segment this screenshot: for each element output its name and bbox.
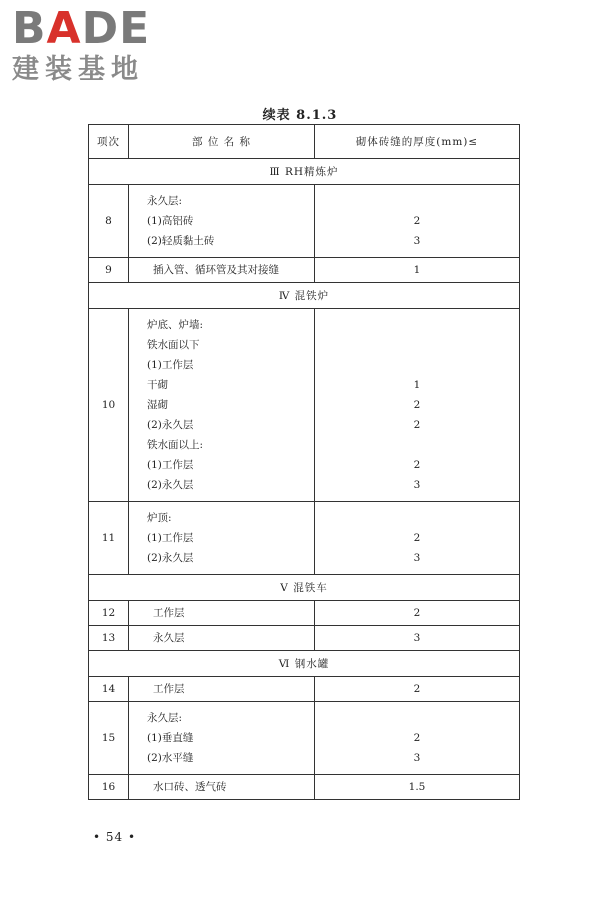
header-joint-thickness: 砌体砖缝的厚度(mm)≤ <box>315 125 520 159</box>
part-name-cell <box>129 185 315 258</box>
section-row <box>89 575 520 601</box>
thickness-value: 2 <box>413 459 421 471</box>
logo-chinese-name: 建装基地 <box>12 54 144 85</box>
part-name-line: (2)轻质黏土砖 <box>147 235 215 247</box>
thickness-value <box>321 355 513 375</box>
thickness-value: 1.5 <box>408 781 426 793</box>
thickness-value: 3 <box>413 235 421 247</box>
thickness-value <box>321 508 513 528</box>
thickness-cell <box>315 601 520 626</box>
thickness-cell <box>315 677 520 702</box>
table-row <box>89 702 520 775</box>
thickness-cell <box>315 258 520 283</box>
thickness-value: 3 <box>413 752 421 764</box>
thickness-value <box>321 435 513 455</box>
part-name-cell <box>129 775 315 800</box>
thickness-value: 2 <box>413 732 421 744</box>
part-name-line: 炉顶: <box>147 512 172 524</box>
thickness-cell <box>315 502 520 575</box>
masonry-joint-table <box>88 124 520 800</box>
item-number: 16 <box>89 775 129 800</box>
section-row <box>89 651 520 677</box>
page-number: • 54 • <box>93 830 137 844</box>
thickness-value: 2 <box>413 399 421 411</box>
thickness-cell <box>315 309 520 502</box>
item-number: 12 <box>89 601 129 626</box>
thickness-cell <box>315 702 520 775</box>
section-title: Ⅵ 钢水罐 <box>89 651 520 677</box>
part-name-line: (1)工作层 <box>147 359 194 371</box>
header-part-name: 部 位 名 称 <box>129 125 315 159</box>
part-name-cell <box>129 626 315 651</box>
table-row <box>89 309 520 502</box>
part-name-line: (1)工作层 <box>147 532 194 544</box>
part-name-line: (2)水平缝 <box>147 752 194 764</box>
thickness-value: 2 <box>413 419 421 431</box>
part-name-line: 铁水面以上: <box>147 439 204 451</box>
part-name-line: (2)永久层 <box>147 552 194 564</box>
thickness-value: 1 <box>413 264 421 276</box>
section-title: Ⅳ 混铁炉 <box>89 283 520 309</box>
part-name-line: 水口砖、透气砖 <box>153 781 227 793</box>
section-title: Ⅲ RH精炼炉 <box>89 159 520 185</box>
thickness-cell <box>315 775 520 800</box>
thickness-value <box>321 191 513 211</box>
item-number: 9 <box>89 258 129 283</box>
part-name-line: 干砌 <box>147 379 168 391</box>
bade-logo <box>12 3 182 86</box>
table-row <box>89 677 520 702</box>
thickness-value: 3 <box>413 552 421 564</box>
thickness-value: 2 <box>413 607 421 619</box>
item-number: 13 <box>89 626 129 651</box>
table-row <box>89 258 520 283</box>
part-name-line: 工作层 <box>153 683 185 695</box>
table-row <box>89 502 520 575</box>
item-number: 11 <box>89 502 129 575</box>
table-row <box>89 626 520 651</box>
section-row <box>89 283 520 309</box>
section-title: Ⅴ 混铁车 <box>89 575 520 601</box>
thickness-cell <box>315 626 520 651</box>
part-name-line: 永久层: <box>147 195 183 207</box>
item-number: 15 <box>89 702 129 775</box>
item-number: 10 <box>89 309 129 502</box>
thickness-value <box>321 315 513 335</box>
thickness-cell <box>315 185 520 258</box>
part-name-line: 永久层 <box>153 632 185 644</box>
part-name-line: (1)垂直缝 <box>147 732 194 744</box>
thickness-value: 2 <box>413 683 421 695</box>
thickness-value: 3 <box>413 632 421 644</box>
item-number: 14 <box>89 677 129 702</box>
thickness-value <box>321 708 513 728</box>
part-name-line: 永久层: <box>147 712 183 724</box>
part-name-line: (2)永久层 <box>147 479 194 491</box>
part-name-cell <box>129 677 315 702</box>
table-row <box>89 601 520 626</box>
part-name-line: 工作层 <box>153 607 185 619</box>
logo-wordmark: BADE <box>12 3 151 54</box>
thickness-value: 2 <box>413 532 421 544</box>
table-row <box>89 185 520 258</box>
part-name-line: 炉底、炉墙: <box>147 319 204 331</box>
thickness-value <box>321 335 513 355</box>
part-name-cell <box>129 601 315 626</box>
header-item-no: 项次 <box>89 125 129 159</box>
table-title: 续表 8.1.3 <box>262 108 338 123</box>
part-name-cell <box>129 502 315 575</box>
thickness-value: 2 <box>413 215 421 227</box>
table-row <box>89 775 520 800</box>
section-row <box>89 159 520 185</box>
thickness-value: 1 <box>413 379 421 391</box>
thickness-value: 3 <box>413 479 421 491</box>
part-name-line: 铁水面以下 <box>147 339 200 351</box>
part-name-line: 湿砌 <box>147 399 168 411</box>
part-name-cell <box>129 702 315 775</box>
part-name-line: (1)工作层 <box>147 459 194 471</box>
part-name-cell <box>129 309 315 502</box>
part-name-line: (1)高铝砖 <box>147 215 194 227</box>
table-header-row <box>89 125 520 159</box>
part-name-line: (2)永久层 <box>147 419 194 431</box>
item-number: 8 <box>89 185 129 258</box>
part-name-line: 插入管、循环管及其对接缝 <box>153 264 279 276</box>
part-name-cell <box>129 258 315 283</box>
